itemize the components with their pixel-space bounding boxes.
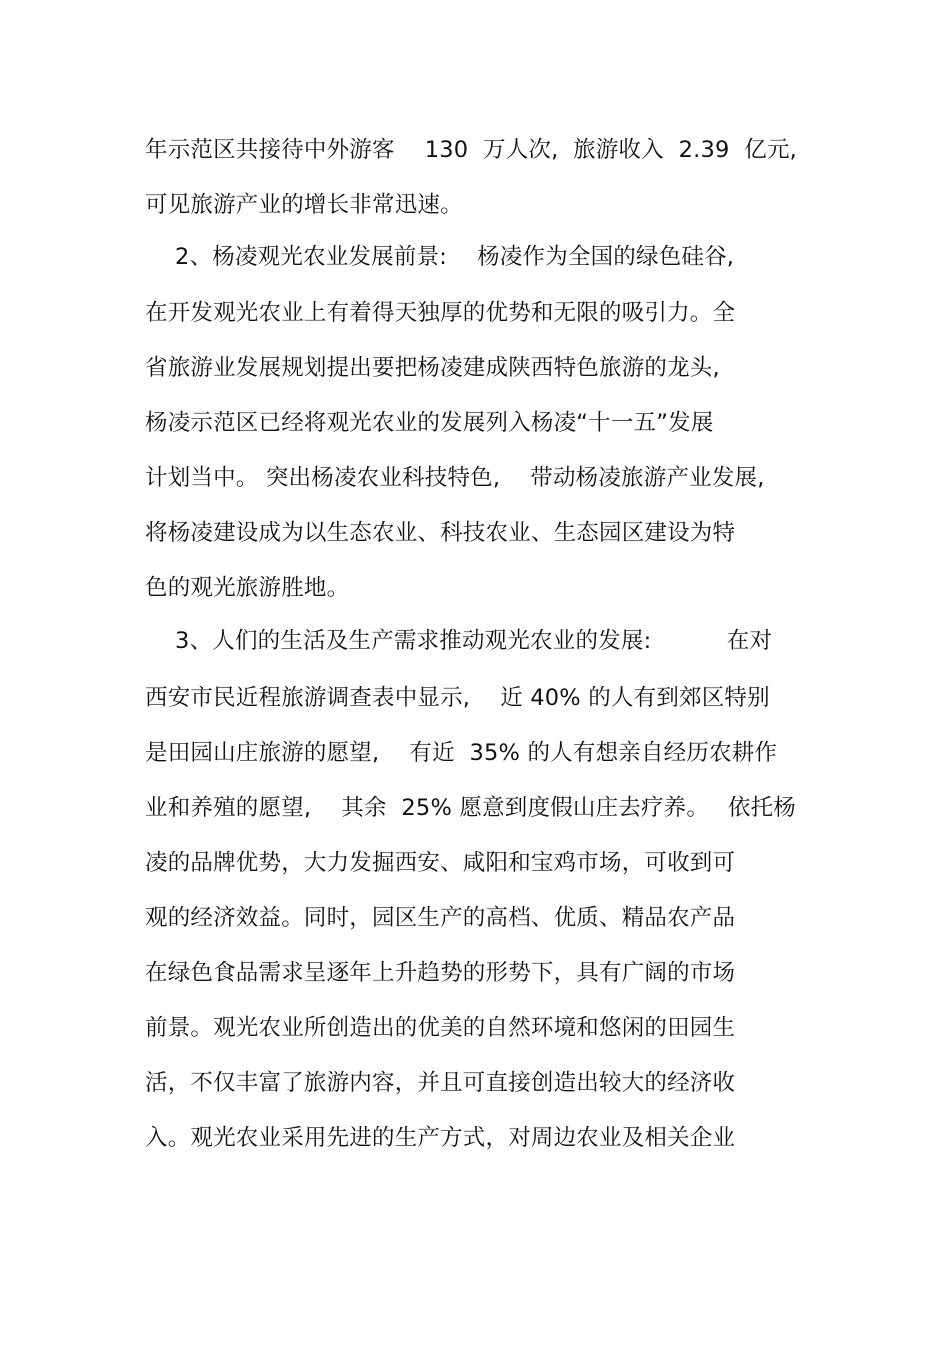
text-line-15: 观的经济效益。同时，园区生产的高档、优质、精品农产品 [145, 905, 736, 931]
text-line-12: 是田园山庄旅游的愿望, 有近 35% 的人有想亲自经历农耕作 [145, 740, 778, 766]
text-line-5: 省旅游业发展规划提出要把杨凌建成陕西特色旅游的龙头, [145, 355, 720, 381]
text-line-3: 2、杨凌观光农业发展前景: 杨凌作为全国的绿色硅谷, [145, 244, 735, 270]
text-line-16: 在绿色食品需求呈逐年上升趋势的形势下，具有广阔的市场 [145, 960, 736, 986]
text-line-17: 前景。观光农业所创造出的优美的自然环境和悠闲的田园生 [145, 1015, 736, 1041]
text-line-9: 色的观光旅游胜地。 [145, 575, 350, 601]
text-line-13: 业和养殖的愿望, 其余 25% 愿意到度假山庄去疗养。 依托杨 [145, 795, 796, 821]
text-line-1: 年示范区共接待中外游客 130 万人次, 旅游收入 2.39 亿元, [145, 137, 798, 163]
text-line-4: 在开发观光农业上有着得天独厚的优势和无限的吸引力。全 [145, 300, 736, 326]
text-line-6: 杨凌示范区已经将观光农业的发展列入杨凌“十一五”发展 [145, 410, 714, 436]
text-line-11: 西安市民近程旅游调查表中显示, 近 40% 的人有到郊区特别 [145, 685, 770, 711]
text-line-19: 入。观光农业采用先进的生产方式，对周边农业及相关企业 [145, 1125, 736, 1151]
text-line-18: 活，不仅丰富了旅游内容，并且可直接创造出较大的经济收 [145, 1070, 736, 1096]
text-line-14: 凌的品牌优势，大力发掘西安、咸阳和宝鸡市场，可收到可 [145, 850, 736, 876]
text-line-7: 计划当中。 突出杨凌农业科技特色, 带动杨凌旅游产业发展, [145, 465, 765, 491]
text-line-10: 3、人们的生活及生产需求推动观光农业的发展: 在对 [145, 628, 773, 654]
text-line-8: 将杨凌建设成为以生态农业、科技农业、生态园区建设为特 [145, 520, 736, 546]
text-line-2: 可见旅游产业的增长非常迅速。 [145, 192, 463, 218]
